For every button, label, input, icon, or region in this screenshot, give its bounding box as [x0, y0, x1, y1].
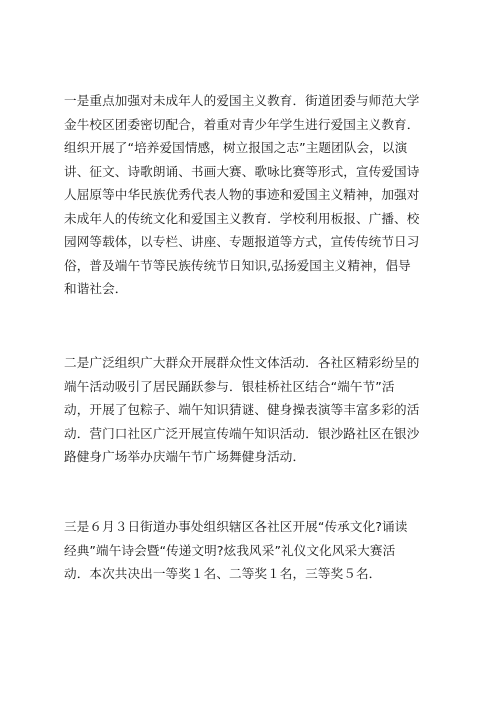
text-line: 二是广泛组织广大群众开展群众性文体活动．各社区精彩纷呈的 — [64, 355, 420, 370]
text-line: 园网等载体，以专栏、讲座、专题报道等方式，宣传传统节日习 — [64, 234, 420, 249]
text-line: 动，开展了包粽子、端午知识猜谜、健身操表演等丰富多彩的活 — [64, 402, 420, 417]
text-line: 人屈原等中华民族优秀代表人物的事迹和爱国主义精神，加强对 — [64, 187, 420, 202]
text-line: 动．本次共决出一等奖１名、二等奖１名，三等奖５名． — [64, 566, 382, 581]
text-line: 未成年人的传统文化和爱国主义教育．学校利用板报、广播、校 — [64, 210, 420, 226]
text-line: 端午活动吸引了居民踊跃参与．银桂桥社区结合“端午节”活 — [64, 378, 395, 394]
text-line: 和谐社会． — [64, 281, 128, 296]
text-line: 组织开展了“培养爱国情感，树立报国之志”主题团队会，以演 — [64, 140, 408, 155]
paragraph-cultural-activities — [64, 351, 444, 469]
paragraph-patriotic-education — [64, 89, 444, 301]
text-line: 俗，普及端午节等民族传统节日知识,弘扬爱国主义精神，倡导 — [64, 257, 411, 273]
text-line: 动．营门口社区广泛开展宣传端午知识活动．银沙路社区在银沙 — [64, 425, 420, 441]
text-line: 三是６月３日街道办事处组织辖区各社区开展“传承文化?诵读 — [64, 519, 408, 534]
text-line: 讲、征文、诗歌朗诵、书画大赛、歌咏比赛等形式，宣传爱国诗 — [64, 163, 420, 179]
text-line: 经典”端午诗会暨“传递文明?炫我风采”礼仪文化风采大赛活 — [64, 542, 396, 558]
text-line: 一是重点加强对未成年人的爱国主义教育．街道团委与师范大学 — [64, 93, 420, 108]
text-line: 金牛校区团委密切配合，着重对青少年学生进行爱国主义教育． — [64, 116, 420, 132]
text-line: 路健身广场举办庆端午节广场舞健身活动． — [64, 449, 306, 464]
paragraph-poetry-contest — [64, 515, 444, 586]
